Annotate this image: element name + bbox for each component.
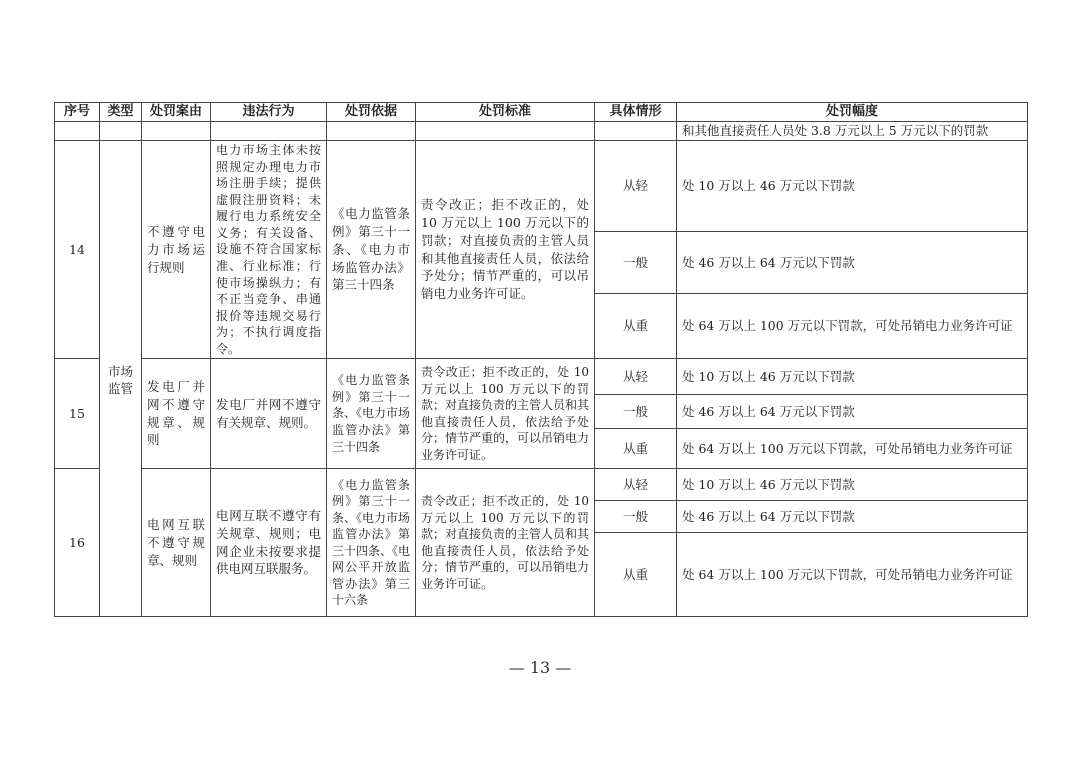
penalty-basis: 《电力监管条例》第三十一条、《电力市场监管办法》第三十四条 (327, 141, 416, 359)
penalty-standard: 责令改正；拒不改正的，处 10 万元以上 100 万元以下的罚款；对直接负责的主管人员和其他直接责任人员，依法给予处分；情节严重的，可以吊销电力业务许可证。 (416, 469, 595, 617)
header-cell: 违法行为 (211, 103, 327, 122)
penalty-range: 处 64 万以上 100 万元以下罚款，可处吊销电力业务许可证 (677, 294, 1028, 359)
category-label: 市场监管 (100, 359, 142, 617)
situation-level: 从轻 (595, 141, 677, 232)
continuation-text: 和其他直接责任人员处 3.8 万元以上 5 万元以下的罚款 (677, 122, 1028, 141)
violation-behavior: 电力市场主体未按照规定办理电力市场注册手续；提供虚假注册资料；未履行电力系统安全义务；有关设备、设施不符合国家标准、行业标准；行使市场操纵力；有不正当竞争、串通报价等违规交易行为；不执行调度指令。 (211, 141, 327, 359)
penalty-range: 处 10 万以上 46 万元以下罚款 (677, 469, 1028, 501)
penalty-cause: 发电厂并网不遵守规章、规则 (142, 359, 211, 469)
penalty-standard: 责令改正；拒不改正的，处 10 万元以上 100 万元以下的罚款；对直接负责的主管人员和其他直接责任人员，依法给予处分；情节严重的，可以吊销电力业务许可证。 (416, 141, 595, 359)
header-cell: 处罚案由 (142, 103, 211, 122)
situation-level: 从重 (595, 429, 677, 469)
header-cell: 具体情形 (595, 103, 677, 122)
page-number: — 13 — (508, 658, 572, 677)
penalty-range: 处 10 万以上 46 万元以下罚款 (677, 141, 1028, 232)
header-cell: 处罚幅度 (677, 103, 1028, 122)
table-row (55, 359, 1028, 395)
penalty-standard: 责令改正；拒不改正的，处 10 万元以上 100 万元以下的罚款；对直接负责的主管人员和其他直接责任人员，依法给予处分；情节严重的，可以吊销电力业务许可证。 (416, 359, 595, 469)
penalty-range: 处 64 万以上 100 万元以下罚款，可处吊销电力业务许可证 (677, 533, 1028, 617)
situation-level: 从轻 (595, 359, 677, 395)
penalty-range: 处 46 万以上 64 万元以下罚款 (677, 501, 1028, 533)
situation-level: 从重 (595, 294, 677, 359)
row-number: 16 (55, 469, 100, 617)
header-row (55, 103, 1028, 122)
table-row (55, 141, 1028, 232)
penalty-cause: 不遵守电力市场运行规则 (142, 141, 211, 359)
penalty-range: 处 46 万以上 64 万元以下罚款 (677, 395, 1028, 429)
continuation-row (55, 122, 1028, 141)
penalty-cause: 电网互联不遵守规章、规则 (142, 469, 211, 617)
violation-behavior: 发电厂并网不遵守有关规章、规则。 (211, 359, 327, 469)
row-number: 14 (55, 141, 100, 359)
header-cell: 处罚依据 (327, 103, 416, 122)
penalty-table (54, 102, 1028, 617)
situation-level: 一般 (595, 501, 677, 533)
violation-behavior: 电网互联不遵守有关规章、规则；电网企业未按要求提供电网互联服务。 (211, 469, 327, 617)
penalty-basis: 《电力监管条例》第三十一条、《电力市场监管办法》第三十四条、《电网公平开放监管办法》第三十六条 (327, 469, 416, 617)
header-cell: 处罚标准 (416, 103, 595, 122)
table-row (55, 469, 1028, 501)
penalty-range: 处 64 万以上 100 万元以下罚款，可处吊销电力业务许可证 (677, 429, 1028, 469)
penalty-basis: 《电力监管条例》第三十一条、《电力市场监管办法》第三十四条 (327, 359, 416, 469)
penalty-range: 处 10 万以上 46 万元以下罚款 (677, 359, 1028, 395)
row-number: 15 (55, 359, 100, 469)
header-cell: 类型 (100, 103, 142, 122)
penalty-range: 处 46 万以上 64 万元以下罚款 (677, 232, 1028, 294)
situation-level: 从重 (595, 533, 677, 617)
situation-level: 一般 (595, 395, 677, 429)
situation-level: 一般 (595, 232, 677, 294)
situation-level: 从轻 (595, 469, 677, 501)
header-cell: 序号 (55, 103, 100, 122)
